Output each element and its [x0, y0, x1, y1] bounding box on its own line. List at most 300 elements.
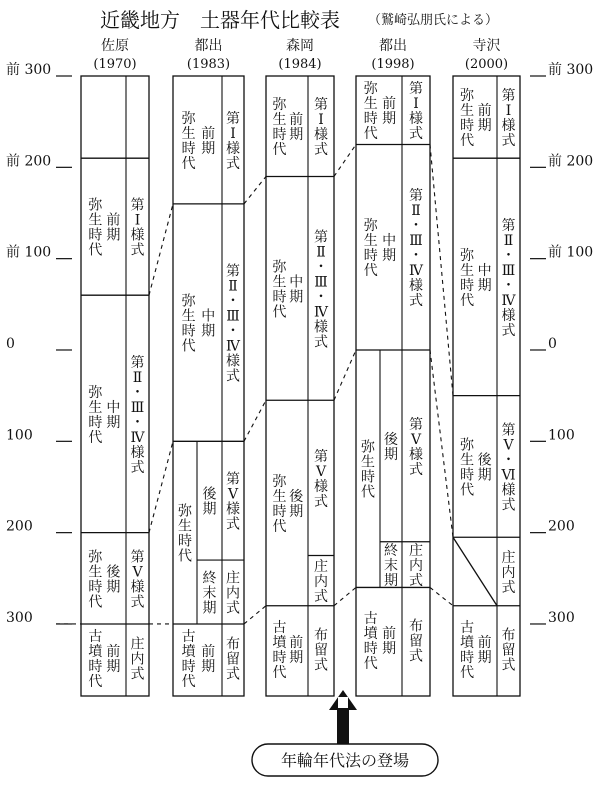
svg-text:・: ・: [501, 247, 516, 264]
svg-text:代: 代: [363, 263, 378, 280]
svg-text:古: 古: [272, 620, 287, 637]
svg-text:中: 中: [106, 399, 121, 416]
period-cell: [460, 88, 515, 149]
svg-text:内: 内: [501, 564, 516, 581]
era-label: [364, 610, 379, 672]
phase-label: [384, 543, 398, 589]
connector-line: [334, 350, 356, 400]
callout-arrow: [329, 690, 357, 746]
svg-text:時: 時: [181, 659, 196, 676]
svg-text:生: 生: [88, 399, 103, 416]
svg-text:布: 布: [409, 618, 423, 635]
svg-text:時: 時: [181, 323, 196, 340]
svg-text:様: 様: [501, 307, 516, 324]
svg-text:弥: 弥: [88, 197, 103, 214]
period-cell: [460, 619, 515, 681]
phase-label: [201, 126, 215, 157]
phase-label: [289, 273, 303, 305]
svg-text:生: 生: [460, 262, 475, 279]
phase-label: [201, 308, 215, 340]
column-3: [266, 37, 334, 696]
svg-text:時: 時: [361, 469, 375, 486]
pottery-label: [314, 97, 328, 158]
svg-text:生: 生: [361, 454, 375, 471]
pottery-label: [314, 229, 329, 350]
period-cell: [272, 619, 328, 681]
connector-line: [430, 144, 453, 395]
svg-text:庄: 庄: [130, 636, 145, 653]
column-connectors: [56, 144, 497, 623]
svg-text:式: 式: [409, 648, 423, 665]
era-label: [88, 628, 103, 690]
period-cell: [364, 188, 424, 309]
svg-text:様: 様: [501, 482, 516, 499]
era-label: [88, 549, 103, 610]
svg-text:式: 式: [314, 334, 328, 351]
svg-text:・: ・: [130, 414, 145, 431]
svg-text:代: 代: [181, 155, 196, 172]
svg-text:内: 内: [409, 558, 423, 575]
svg-text:中: 中: [289, 274, 304, 291]
connector-line: [430, 350, 453, 537]
svg-text:生: 生: [460, 452, 475, 469]
svg-text:第: 第: [314, 448, 328, 465]
svg-text:後: 後: [202, 486, 217, 503]
period-cell: [460, 218, 516, 339]
svg-text:第: 第: [314, 97, 328, 114]
svg-text:代: 代: [88, 429, 103, 446]
svg-text:・: ・: [501, 277, 516, 294]
phase-label: [201, 644, 215, 675]
svg-text:時: 時: [272, 289, 287, 306]
era-label: [460, 88, 475, 149]
svg-text:式: 式: [226, 666, 240, 683]
diagram-title: 近畿地方 土器年代比較表: [100, 8, 340, 32]
svg-text:時: 時: [460, 277, 475, 294]
svg-text:Ⅱ: Ⅱ: [132, 369, 143, 386]
svg-text:代: 代: [181, 338, 196, 355]
connector-line: [334, 587, 356, 605]
svg-text:古: 古: [363, 610, 378, 627]
pottery-label: [409, 618, 423, 664]
svg-text:期: 期: [201, 323, 216, 340]
svg-text:墳: 墳: [88, 644, 103, 661]
svg-text:期: 期: [477, 650, 492, 667]
svg-text:式: 式: [409, 293, 423, 310]
scale-tick-label: 0: [548, 335, 557, 352]
svg-text:第: 第: [130, 354, 145, 371]
svg-text:時: 時: [272, 650, 287, 667]
svg-text:弥: 弥: [272, 473, 287, 490]
period-cell: [272, 449, 334, 605]
svg-text:Ⅳ: Ⅳ: [130, 429, 145, 446]
up-arrow-icon: [329, 690, 357, 710]
column-header-name: 佐原: [101, 38, 129, 54]
year-scale-left: [6, 62, 72, 626]
svg-text:Ⅲ: Ⅲ: [501, 262, 516, 279]
era-label: [272, 619, 287, 681]
pottery-label: [226, 472, 240, 533]
period-cell: [272, 229, 329, 350]
column-frame: [453, 76, 520, 696]
period-cell: [182, 628, 240, 690]
svg-text:末: 末: [202, 585, 217, 602]
svg-text:期: 期: [382, 640, 397, 657]
scale-tick-label: 100: [548, 427, 575, 444]
period-cell: [502, 550, 516, 596]
column-1: [81, 38, 149, 696]
svg-text:留: 留: [501, 642, 516, 659]
svg-text:期: 期: [201, 140, 216, 157]
svg-text:弥: 弥: [181, 293, 196, 310]
svg-text:様: 様: [226, 140, 240, 157]
svg-text:庄: 庄: [501, 549, 516, 566]
svg-text:・: ・: [226, 323, 240, 340]
svg-text:生: 生: [363, 96, 378, 113]
scale-tick-label: 300: [548, 609, 575, 626]
connector-line: [244, 400, 266, 441]
phase-label: [289, 112, 303, 143]
svg-text:期: 期: [106, 579, 121, 596]
svg-text:布: 布: [226, 636, 240, 653]
pottery-label: [314, 449, 328, 510]
svg-text:前: 前: [106, 212, 121, 229]
svg-text:式: 式: [314, 493, 328, 510]
svg-text:庄: 庄: [226, 570, 240, 587]
svg-text:代: 代: [361, 484, 375, 501]
arrow-shaft: [337, 708, 349, 746]
svg-text:期: 期: [382, 111, 397, 128]
svg-text:庄: 庄: [409, 543, 423, 560]
svg-text:式: 式: [130, 666, 145, 683]
svg-text:弥: 弥: [361, 439, 375, 456]
svg-text:前: 前: [106, 644, 121, 661]
svg-text:生: 生: [460, 103, 475, 120]
svg-text:生: 生: [178, 518, 192, 535]
column-header-year: (2000): [464, 57, 509, 72]
svg-text:時: 時: [181, 140, 196, 157]
svg-text:古: 古: [88, 629, 103, 646]
svg-text:終: 終: [202, 570, 217, 587]
svg-text:代: 代: [460, 665, 475, 682]
svg-text:第: 第: [130, 549, 145, 566]
era-label: [88, 385, 103, 446]
svg-text:Ⅲ: Ⅲ: [130, 399, 145, 416]
svg-text:生: 生: [363, 233, 378, 250]
svg-text:生: 生: [88, 564, 103, 581]
svg-text:弥: 弥: [460, 247, 475, 264]
svg-text:期: 期: [477, 118, 492, 135]
column-header-name: 寺沢: [472, 38, 501, 54]
svg-text:様: 様: [226, 353, 240, 370]
era-label: [272, 97, 287, 158]
svg-text:第: 第: [409, 81, 423, 98]
svg-text:期: 期: [289, 650, 304, 667]
svg-text:Ⅲ: Ⅲ: [409, 233, 423, 250]
callout-label: 年輪年代法の登場: [280, 751, 410, 770]
scale-tick-label: 前 300: [548, 62, 594, 78]
period-cell: [88, 198, 144, 259]
svg-text:Ⅱ: Ⅱ: [316, 244, 326, 261]
svg-text:弥: 弥: [88, 384, 103, 401]
svg-text:留: 留: [314, 642, 328, 659]
connector-line: [244, 606, 266, 624]
era-label: [272, 474, 287, 535]
pottery-label: [226, 571, 240, 617]
svg-text:弥: 弥: [363, 81, 378, 98]
period-cell: [88, 549, 144, 610]
svg-text:・: ・: [409, 248, 423, 265]
svg-text:代: 代: [460, 482, 475, 499]
svg-text:中: 中: [201, 308, 216, 325]
svg-text:前: 前: [477, 635, 492, 652]
svg-text:墳: 墳: [181, 644, 196, 661]
svg-text:後: 後: [384, 431, 398, 448]
svg-text:式: 式: [501, 497, 516, 514]
phase-label: [289, 488, 304, 520]
svg-text:時: 時: [178, 533, 192, 550]
svg-text:後: 後: [106, 564, 121, 581]
era-label: [182, 294, 197, 355]
svg-text:式: 式: [501, 657, 516, 674]
svg-text:古: 古: [460, 620, 475, 637]
svg-text:生: 生: [181, 125, 196, 142]
svg-text:様: 様: [130, 227, 145, 244]
svg-text:Ⅴ: Ⅴ: [227, 486, 239, 503]
pottery-label: [500, 422, 515, 513]
scale-tick-label: 前 300: [6, 62, 52, 78]
svg-text:Ⅲ: Ⅲ: [314, 274, 328, 291]
period-cell: [88, 628, 144, 690]
svg-text:式: 式: [314, 589, 328, 606]
svg-text:前: 前: [382, 96, 397, 113]
column-header-name: 森岡: [286, 38, 314, 54]
pottery-label: [314, 559, 328, 605]
column-2: [173, 38, 244, 696]
era-label: [460, 248, 475, 309]
svg-text:墳: 墳: [363, 625, 378, 642]
svg-text:Ⅱ: Ⅱ: [228, 278, 238, 295]
svg-text:弥: 弥: [363, 218, 378, 235]
svg-text:Ⅲ: Ⅲ: [226, 308, 240, 325]
phase-label: [382, 626, 396, 657]
svg-text:代: 代: [88, 594, 103, 611]
svg-text:墳: 墳: [272, 635, 287, 652]
pottery-label: [131, 198, 145, 259]
svg-text:代: 代: [181, 674, 196, 691]
svg-text:第: 第: [501, 422, 516, 439]
svg-text:時: 時: [363, 248, 378, 265]
svg-text:代: 代: [178, 548, 192, 565]
era-label: [88, 198, 103, 259]
svg-text:第: 第: [130, 197, 145, 214]
era-label: [364, 81, 379, 142]
svg-text:代: 代: [88, 242, 103, 259]
svg-text:墳: 墳: [460, 635, 475, 652]
column-header-year: (1998): [371, 57, 415, 72]
phase-label: [289, 635, 303, 666]
period-cell: [178, 441, 244, 624]
column-header-name: 都出: [379, 38, 407, 54]
period-cell: [460, 422, 515, 513]
svg-text:時: 時: [363, 111, 378, 128]
pottery-label: [226, 111, 240, 172]
era-label: [460, 619, 475, 681]
column-4: [356, 38, 430, 696]
pottery-label: [502, 628, 516, 674]
svg-text:式: 式: [226, 368, 240, 385]
svg-text:後: 後: [477, 452, 492, 469]
period-cell: [182, 111, 240, 172]
phase-label: [106, 213, 120, 244]
svg-text:布: 布: [314, 627, 328, 644]
svg-text:弥: 弥: [178, 503, 192, 520]
pottery-label: [502, 88, 516, 149]
period-cell: [361, 350, 430, 589]
svg-text:時: 時: [272, 503, 287, 520]
svg-text:・: ・: [501, 452, 516, 469]
svg-text:期: 期: [289, 503, 304, 520]
svg-text:前: 前: [289, 112, 304, 129]
pottery-label: [131, 355, 146, 476]
svg-text:Ⅰ: Ⅰ: [134, 212, 141, 229]
phase-label: [478, 451, 493, 483]
svg-text:式: 式: [501, 133, 516, 150]
svg-text:時: 時: [88, 579, 103, 596]
svg-text:前: 前: [289, 635, 304, 652]
pottery-label: [226, 264, 241, 385]
era-label: [361, 440, 376, 501]
pottery-label: [314, 628, 328, 674]
svg-text:Ⅳ: Ⅳ: [226, 338, 240, 355]
svg-text:様: 様: [130, 579, 145, 596]
svg-text:様: 様: [409, 278, 423, 295]
svg-text:期: 期: [202, 600, 217, 617]
period-cell: [182, 264, 241, 385]
svg-text:第: 第: [226, 263, 240, 280]
connector-line: [334, 144, 356, 176]
svg-text:・: ・: [314, 259, 328, 276]
svg-text:中: 中: [382, 233, 397, 250]
svg-text:代: 代: [272, 304, 287, 321]
svg-text:弥: 弥: [272, 259, 287, 276]
svg-text:様: 様: [226, 501, 240, 518]
svg-text:期: 期: [384, 446, 398, 463]
period-cell: [272, 97, 328, 158]
svg-text:弥: 弥: [88, 549, 103, 566]
svg-text:式: 式: [409, 126, 423, 143]
pottery-label: [409, 188, 424, 309]
column-5: [453, 37, 520, 696]
era-label: [182, 111, 197, 172]
svg-text:中: 中: [477, 262, 492, 279]
svg-text:式: 式: [501, 322, 516, 339]
svg-text:代: 代: [460, 292, 475, 309]
svg-text:Ⅴ: Ⅴ: [132, 564, 143, 581]
period-cell: [364, 610, 423, 672]
svg-text:式: 式: [226, 516, 240, 533]
connector-line: [149, 204, 173, 295]
comparison-columns: [81, 37, 520, 696]
phase-label: [203, 571, 217, 617]
svg-text:生: 生: [272, 274, 287, 291]
scale-tick-label: 100: [6, 427, 33, 444]
pottery-label: [131, 637, 145, 683]
svg-text:式: 式: [314, 657, 328, 674]
svg-text:式: 式: [409, 461, 423, 478]
phase-label: [203, 486, 218, 518]
svg-text:第: 第: [226, 110, 240, 127]
svg-text:様: 様: [409, 111, 423, 128]
svg-text:Ⅰ: Ⅰ: [318, 112, 324, 129]
svg-text:第: 第: [501, 217, 516, 234]
svg-text:期: 期: [384, 573, 398, 590]
svg-text:期: 期: [201, 659, 216, 676]
phase-label: [382, 232, 396, 264]
svg-text:様: 様: [501, 118, 516, 135]
svg-text:Ⅳ: Ⅳ: [501, 292, 516, 309]
svg-text:時: 時: [460, 118, 475, 135]
svg-text:・: ・: [130, 384, 145, 401]
svg-text:代: 代: [88, 674, 103, 691]
svg-text:式: 式: [130, 459, 145, 476]
svg-text:弥: 弥: [181, 110, 196, 127]
svg-text:Ⅱ: Ⅱ: [411, 203, 421, 220]
diagonal-boundary: [453, 537, 497, 605]
svg-text:式: 式: [501, 579, 516, 596]
svg-text:期: 期: [106, 227, 121, 244]
svg-text:式: 式: [226, 600, 240, 617]
svg-text:期: 期: [477, 277, 492, 294]
period-cell: [88, 355, 145, 476]
svg-text:・: ・: [314, 289, 328, 306]
svg-text:終: 終: [384, 543, 398, 560]
pottery-label: [409, 417, 423, 478]
pottery-label: [131, 549, 145, 610]
scale-tick-label: 0: [6, 335, 15, 352]
svg-text:Ⅳ: Ⅳ: [314, 304, 328, 321]
era-label: [178, 504, 193, 565]
svg-text:第: 第: [226, 471, 240, 488]
period-cell: [364, 81, 423, 142]
scale-tick-label: 200: [6, 518, 33, 535]
phase-label: [478, 103, 492, 134]
scale-tick-label: 200: [548, 518, 575, 535]
svg-text:時: 時: [88, 227, 103, 244]
svg-text:前: 前: [201, 125, 216, 142]
svg-text:時: 時: [460, 650, 475, 667]
svg-text:弥: 弥: [460, 88, 475, 105]
svg-text:前: 前: [201, 644, 216, 661]
svg-text:内: 内: [314, 574, 328, 591]
svg-text:古: 古: [181, 629, 196, 646]
era-label: [182, 628, 197, 690]
svg-text:代: 代: [363, 126, 378, 143]
svg-text:期: 期: [477, 467, 492, 484]
svg-text:式: 式: [409, 573, 423, 590]
pottery-label: [502, 550, 516, 596]
svg-text:様: 様: [314, 319, 328, 336]
svg-text:期: 期: [106, 414, 121, 431]
phase-label: [106, 644, 120, 675]
svg-text:代: 代: [363, 655, 378, 672]
svg-text:Ⅴ: Ⅴ: [410, 431, 422, 448]
svg-text:時: 時: [363, 640, 378, 657]
svg-text:弥: 弥: [272, 97, 287, 114]
svg-text:・: ・: [409, 218, 423, 235]
pottery-label: [502, 218, 517, 339]
phase-label: [106, 399, 120, 431]
